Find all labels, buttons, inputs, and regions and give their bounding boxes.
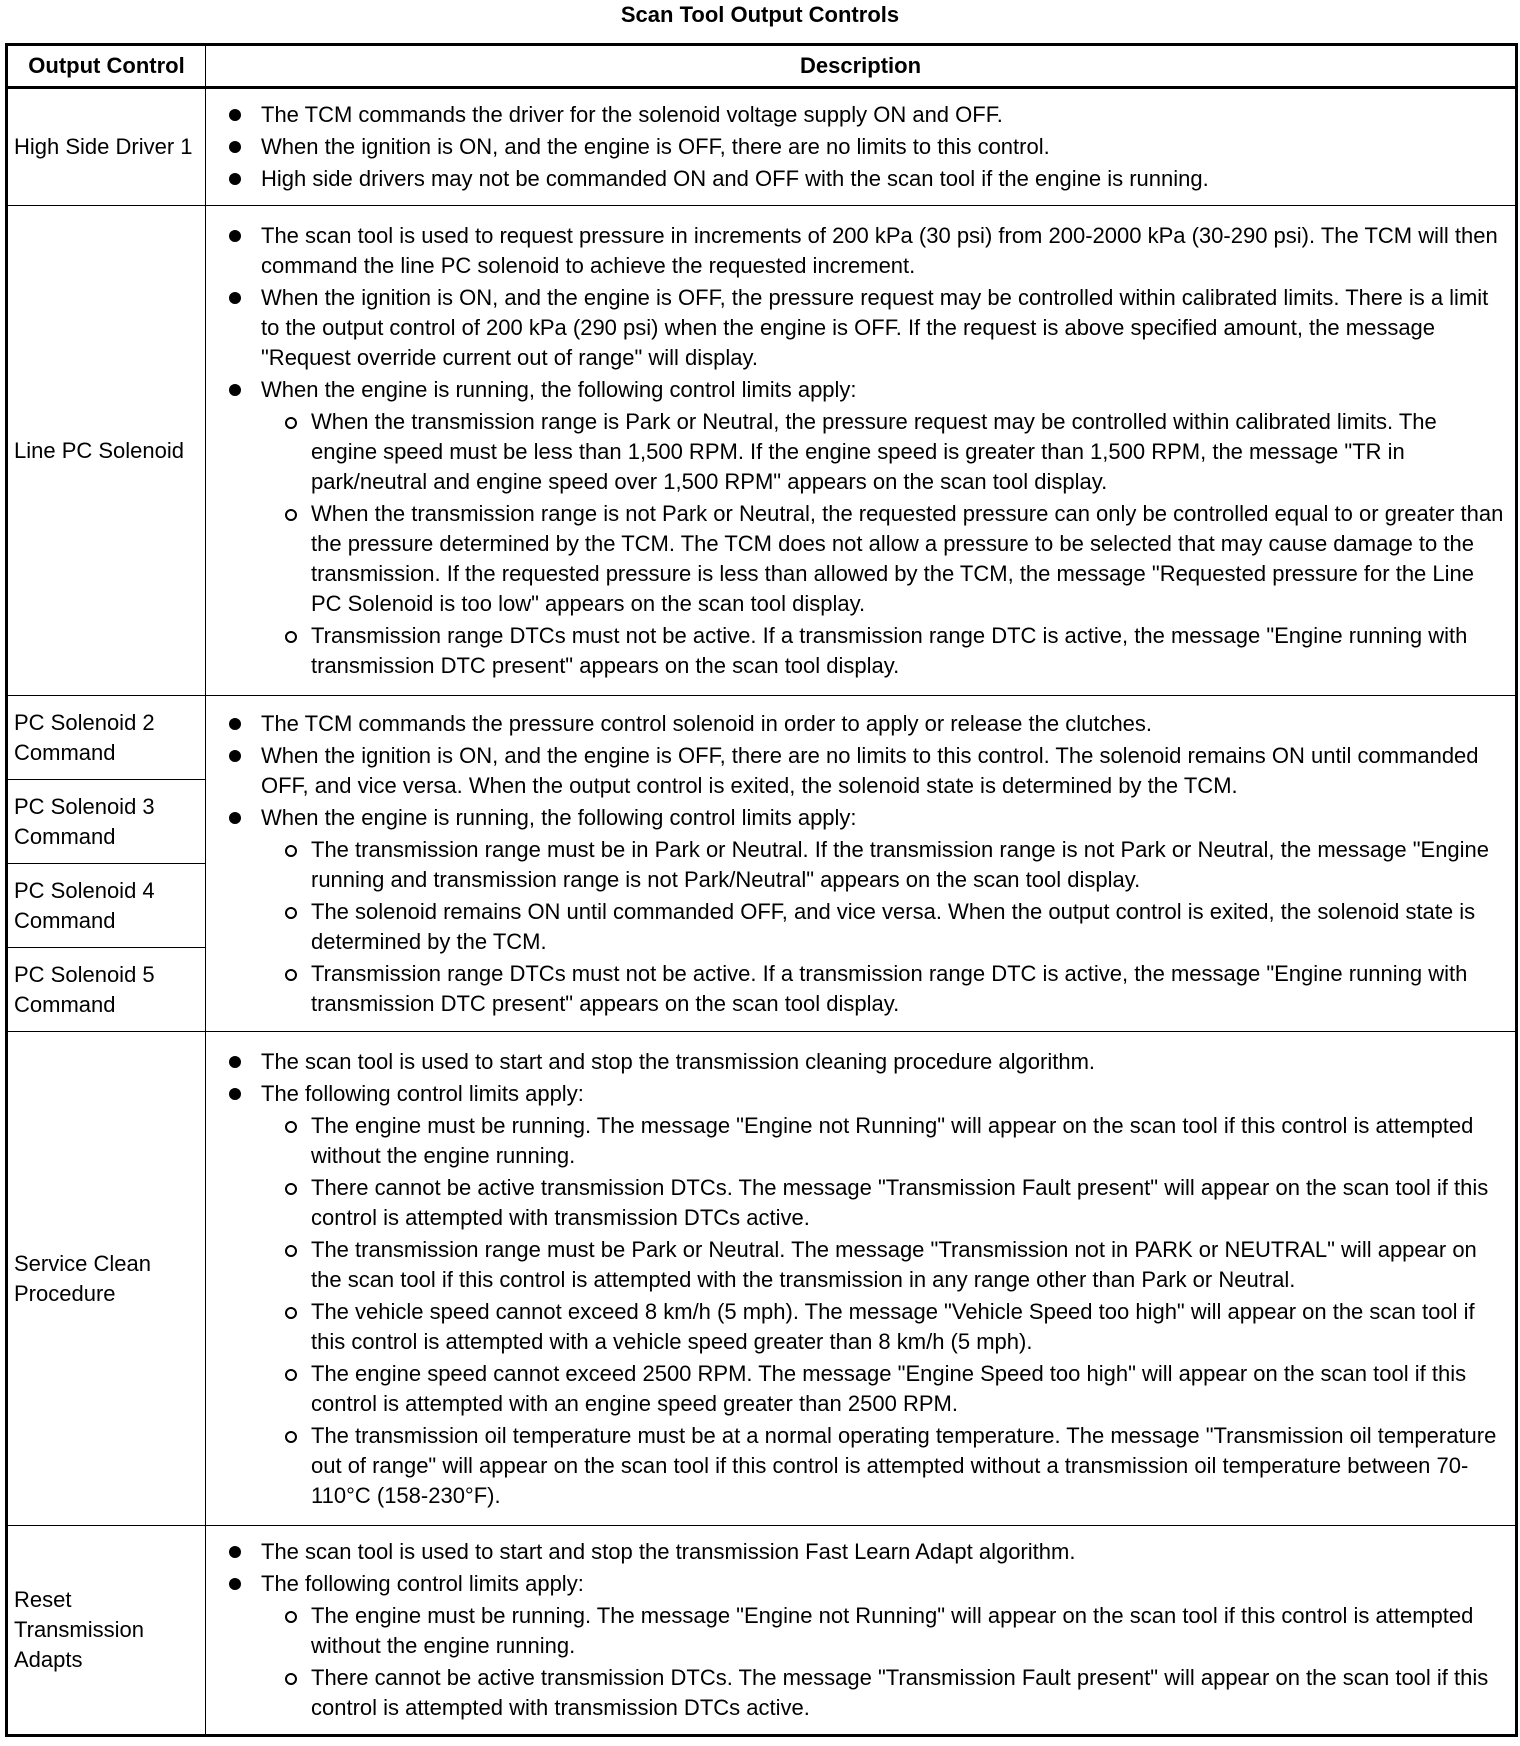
- header-row: [7, 45, 1517, 88]
- sub-bullet-item: Transmission range DTCs must not be active. If a transmission range DTC is active, the message "Engine running with transmission DTC present" appears on the scan tool display.: [261, 959, 1507, 1019]
- column-header-output-control: Output Control: [7, 45, 206, 88]
- bullet-text: The scan tool is used to request pressure in increments of 200 kPa (30 psi) from 200-2000 kPa (30-290 psi). The TCM will then command the line PC solenoid to achieve the requested increment.: [261, 222, 1498, 278]
- bullet-text: The scan tool is used to start and stop the transmission Fast Learn Adapt algorithm.: [261, 1539, 1076, 1565]
- sub-bullet-item: The transmission range must be in Park or Neutral. If the transmission range is not Park or Neutral, the message "Engine running and transmission range is not Park/Neutral" appears on the scan tool display.: [261, 835, 1507, 895]
- table-row: [7, 88, 1517, 206]
- bullet-text: High side drivers may not be commanded ON and OFF with the scan tool if the engine is running.: [261, 166, 1209, 192]
- output-control-cell: PC Solenoid 4 Command: [7, 864, 206, 948]
- bullet-text: When the ignition is ON, and the engine is OFF, there are no limits to this control.: [261, 134, 1050, 160]
- bullet-text: The following control limits apply:: [261, 1571, 584, 1597]
- sub-bullet-item: The solenoid remains ON until commanded OFF, and vice versa. When the output control is exited, the solenoid state is determined by the TCM.: [261, 897, 1507, 957]
- bullet-text: When the engine is running, the following control limits apply:: [261, 376, 857, 402]
- column-header-description: Description: [206, 45, 1517, 88]
- bullet-item: [206, 164, 1507, 194]
- bullet-item: [206, 741, 1507, 801]
- bullet-item: [206, 803, 1507, 1019]
- bullet-item: [206, 375, 1507, 681]
- sub-bullet-item: When the transmission range is not Park or Neutral, the requested pressure can only be controlled equal to or greater than the pressure determined by the TCM. The TCM does not allow a pressure to be selected that may cause damage to the transmission. If the requested pressure is less than allowed by the TCM, the message "Requested pressure for the Line PC Solenoid is too low" appears on the scan tool display.: [261, 499, 1507, 619]
- table-body: [7, 88, 1517, 1736]
- bullet-list: [206, 709, 1507, 1019]
- sub-bullet-item: The engine must be running. The message "Engine not Running" will appear on the scan tool if this control is attempted without the engine running.: [261, 1601, 1507, 1661]
- table-row: [7, 696, 1517, 780]
- table-row: [7, 1526, 1517, 1736]
- description-cell: [206, 206, 1517, 696]
- bullet-item: [206, 1079, 1507, 1511]
- output-controls-table: [5, 43, 1518, 1737]
- bullet-list: [206, 221, 1507, 681]
- description-cell: [206, 696, 1517, 1032]
- description-cell: [206, 1032, 1517, 1526]
- table-row: [7, 206, 1517, 696]
- bullet-text: The TCM commands the pressure control solenoid in order to apply or release the clutches.: [261, 710, 1153, 736]
- bullet-item: [206, 221, 1507, 281]
- bullet-text: When the engine is running, the following control limits apply:: [261, 804, 857, 830]
- bullet-list: [206, 100, 1507, 194]
- bullet-item: [206, 283, 1507, 373]
- sub-bullet-item: The transmission oil temperature must be at a normal operating temperature. The message "Transmission oil temperature out of range" will appear on the scan tool if this control is attempted without a transmission oil temperature between 70-110°C (158-230°F).: [261, 1421, 1507, 1511]
- bullet-item: [206, 100, 1507, 130]
- table-row: [7, 1032, 1517, 1526]
- output-control-cell: High Side Driver 1: [7, 88, 206, 206]
- sub-bullet-item: The engine must be running. The message "Engine not Running" will appear on the scan tool if this control is attempted without the engine running.: [261, 1111, 1507, 1171]
- bullet-item: [206, 1537, 1507, 1567]
- description-cell: [206, 88, 1517, 206]
- bullet-item: [206, 709, 1507, 739]
- description-cell: [206, 1526, 1517, 1736]
- output-control-cell: Reset Transmission Adapts: [7, 1526, 206, 1736]
- sub-bullet-item: There cannot be active transmission DTCs. The message "Transmission Fault present" will appear on the scan tool if this control is attempted with transmission DTCs active.: [261, 1663, 1507, 1723]
- bullet-text: The following control limits apply:: [261, 1080, 584, 1106]
- output-control-cell: PC Solenoid 5 Command: [7, 948, 206, 1032]
- output-control-cell: Service Clean Procedure: [7, 1032, 206, 1526]
- sub-bullet-item: The vehicle speed cannot exceed 8 km/h (5 mph). The message "Vehicle Speed too high" will appear on the scan tool if this control is attempted with a vehicle speed greater than 8 km/h (5 mph).: [261, 1297, 1507, 1357]
- bullet-text: When the ignition is ON, and the engine is OFF, the pressure request may be controlled within calibrated limits. There is a limit to the output control of 200 kPa (290 psi) when the engine is OFF. If the request is above specified amount, the message "Request override current out of range" will display.: [261, 284, 1489, 370]
- bullet-text: The scan tool is used to start and stop the transmission cleaning procedure algorithm.: [261, 1048, 1096, 1074]
- bullet-item: [206, 1569, 1507, 1723]
- output-control-cell: PC Solenoid 2 Command: [7, 696, 206, 780]
- sub-bullet-list: [261, 1601, 1507, 1723]
- bullet-text: When the ignition is ON, and the engine is OFF, there are no limits to this control. The solenoid remains ON until commanded OFF, and vice versa. When the output control is exited, the solenoid state is determined by the TCM.: [261, 742, 1479, 798]
- sub-bullet-item: There cannot be active transmission DTCs. The message "Transmission Fault present" will appear on the scan tool if this control is attempted with transmission DTCs active.: [261, 1173, 1507, 1233]
- sub-bullet-item: When the transmission range is Park or Neutral, the pressure request may be controlled within calibrated limits. The engine speed must be less than 1,500 RPM. If the engine speed is greater than 1,500 RPM, the message "TR in park/neutral and engine speed over 1,500 RPM" appears on the scan tool display.: [261, 407, 1507, 497]
- sub-bullet-item: The engine speed cannot exceed 2500 RPM. The message "Engine Speed too high" will appear on the scan tool if this control is attempted with an engine speed greater than 2500 RPM.: [261, 1359, 1507, 1419]
- bullet-item: [206, 1047, 1507, 1077]
- page-title: Scan Tool Output Controls: [620, 2, 900, 27]
- sub-bullet-list: [261, 835, 1507, 1019]
- sub-bullet-item: The transmission range must be Park or Neutral. The message "Transmission not in PARK or NEUTRAL" will appear on the scan tool if this control is attempted with the transmission in any range other than Park or Neutral.: [261, 1235, 1507, 1295]
- bullet-list: [206, 1047, 1507, 1511]
- sub-bullet-list: [261, 407, 1507, 681]
- output-control-cell: Line PC Solenoid: [7, 206, 206, 696]
- sub-bullet-item: Transmission range DTCs must not be active. If a transmission range DTC is active, the message "Engine running with transmission DTC present" appears on the scan tool display.: [261, 621, 1507, 681]
- bullet-text: The TCM commands the driver for the solenoid voltage supply ON and OFF.: [261, 102, 1003, 128]
- output-control-cell: PC Solenoid 3 Command: [7, 780, 206, 864]
- bullet-item: [206, 132, 1507, 162]
- sub-bullet-list: [261, 1111, 1507, 1511]
- bullet-list: [206, 1537, 1507, 1723]
